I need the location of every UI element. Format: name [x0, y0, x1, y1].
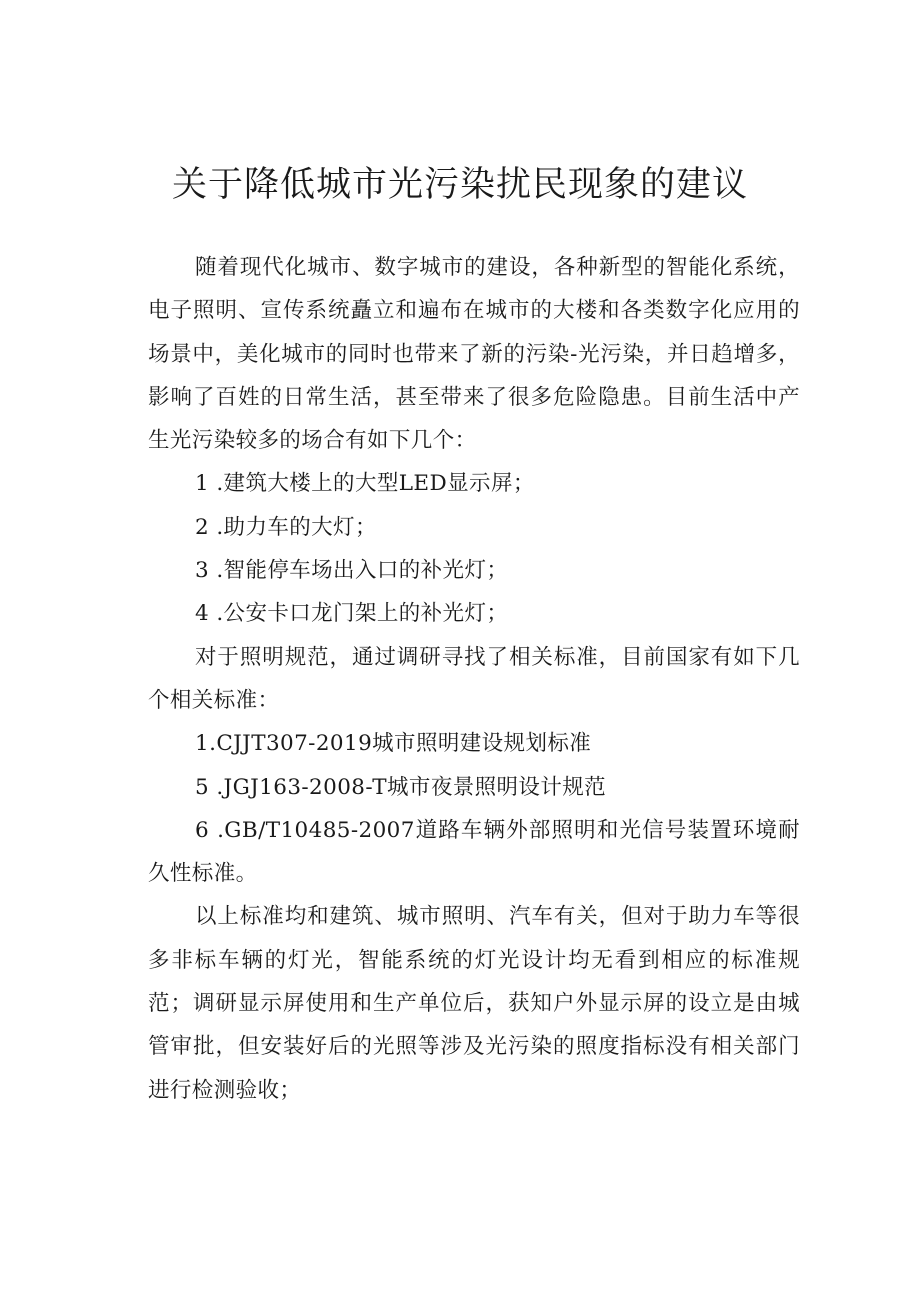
list-item-parking-fill-light: 3 .智能停车场出入口的补光灯； — [195, 558, 509, 584]
paragraph-analysis: 以上标准均和建筑、城市照明、汽车有关，但对于助力车等很多非标车辆的灯光，智能系统的灯光设计均无看到相应的标准规范；调研显示屏使用和生产单位后，获知户外显示屏的设立是由城管审批，但安装好后的光照等涉及光污染的照度指标没有相关部门进行检测验收； — [148, 904, 800, 1103]
standard-item-jgj163: 5 .JGJ163-2008-T城市夜景照明设计规范 — [195, 774, 607, 800]
paragraph-intro: 随着现代化城市、数字城市的建设，各种新型的智能化系统，电子照明、宣传系统矗立和遍布在城市的大楼和各类数字化应用的场景中，美化城市的同时也带来了新的污染-光污染，并日趋增多，影响了百姓的日常生活，甚至带来了很多危险隐患。目前生活中产生光污染较多的场合有如下几个： — [148, 255, 800, 454]
paragraph-standards-intro: 对于照明规范，通过调研寻找了相关标准，目前国家有如下几个相关标准： — [148, 644, 800, 713]
list-item-checkpoint-fill-light: 4 .公安卡口龙门架上的补光灯； — [195, 601, 509, 627]
list-item-ebike-headlight: 2 .助力车的大灯； — [195, 514, 377, 540]
list-item-led-screen: 1 .建筑大楼上的大型LED显示屏； — [195, 471, 535, 497]
document-body — [148, 246, 800, 1112]
standard-item-cjjt307: 1.CJJT307-2019城市照明建设规划标准 — [195, 731, 592, 757]
standard-item-gbt10485: 6 .GB/T10485-2007道路车辆外部照明和光信号装置环境耐久性标准。 — [148, 817, 800, 887]
document-title: 关于降低城市光污染扰民现象的建议 — [171, 165, 748, 205]
